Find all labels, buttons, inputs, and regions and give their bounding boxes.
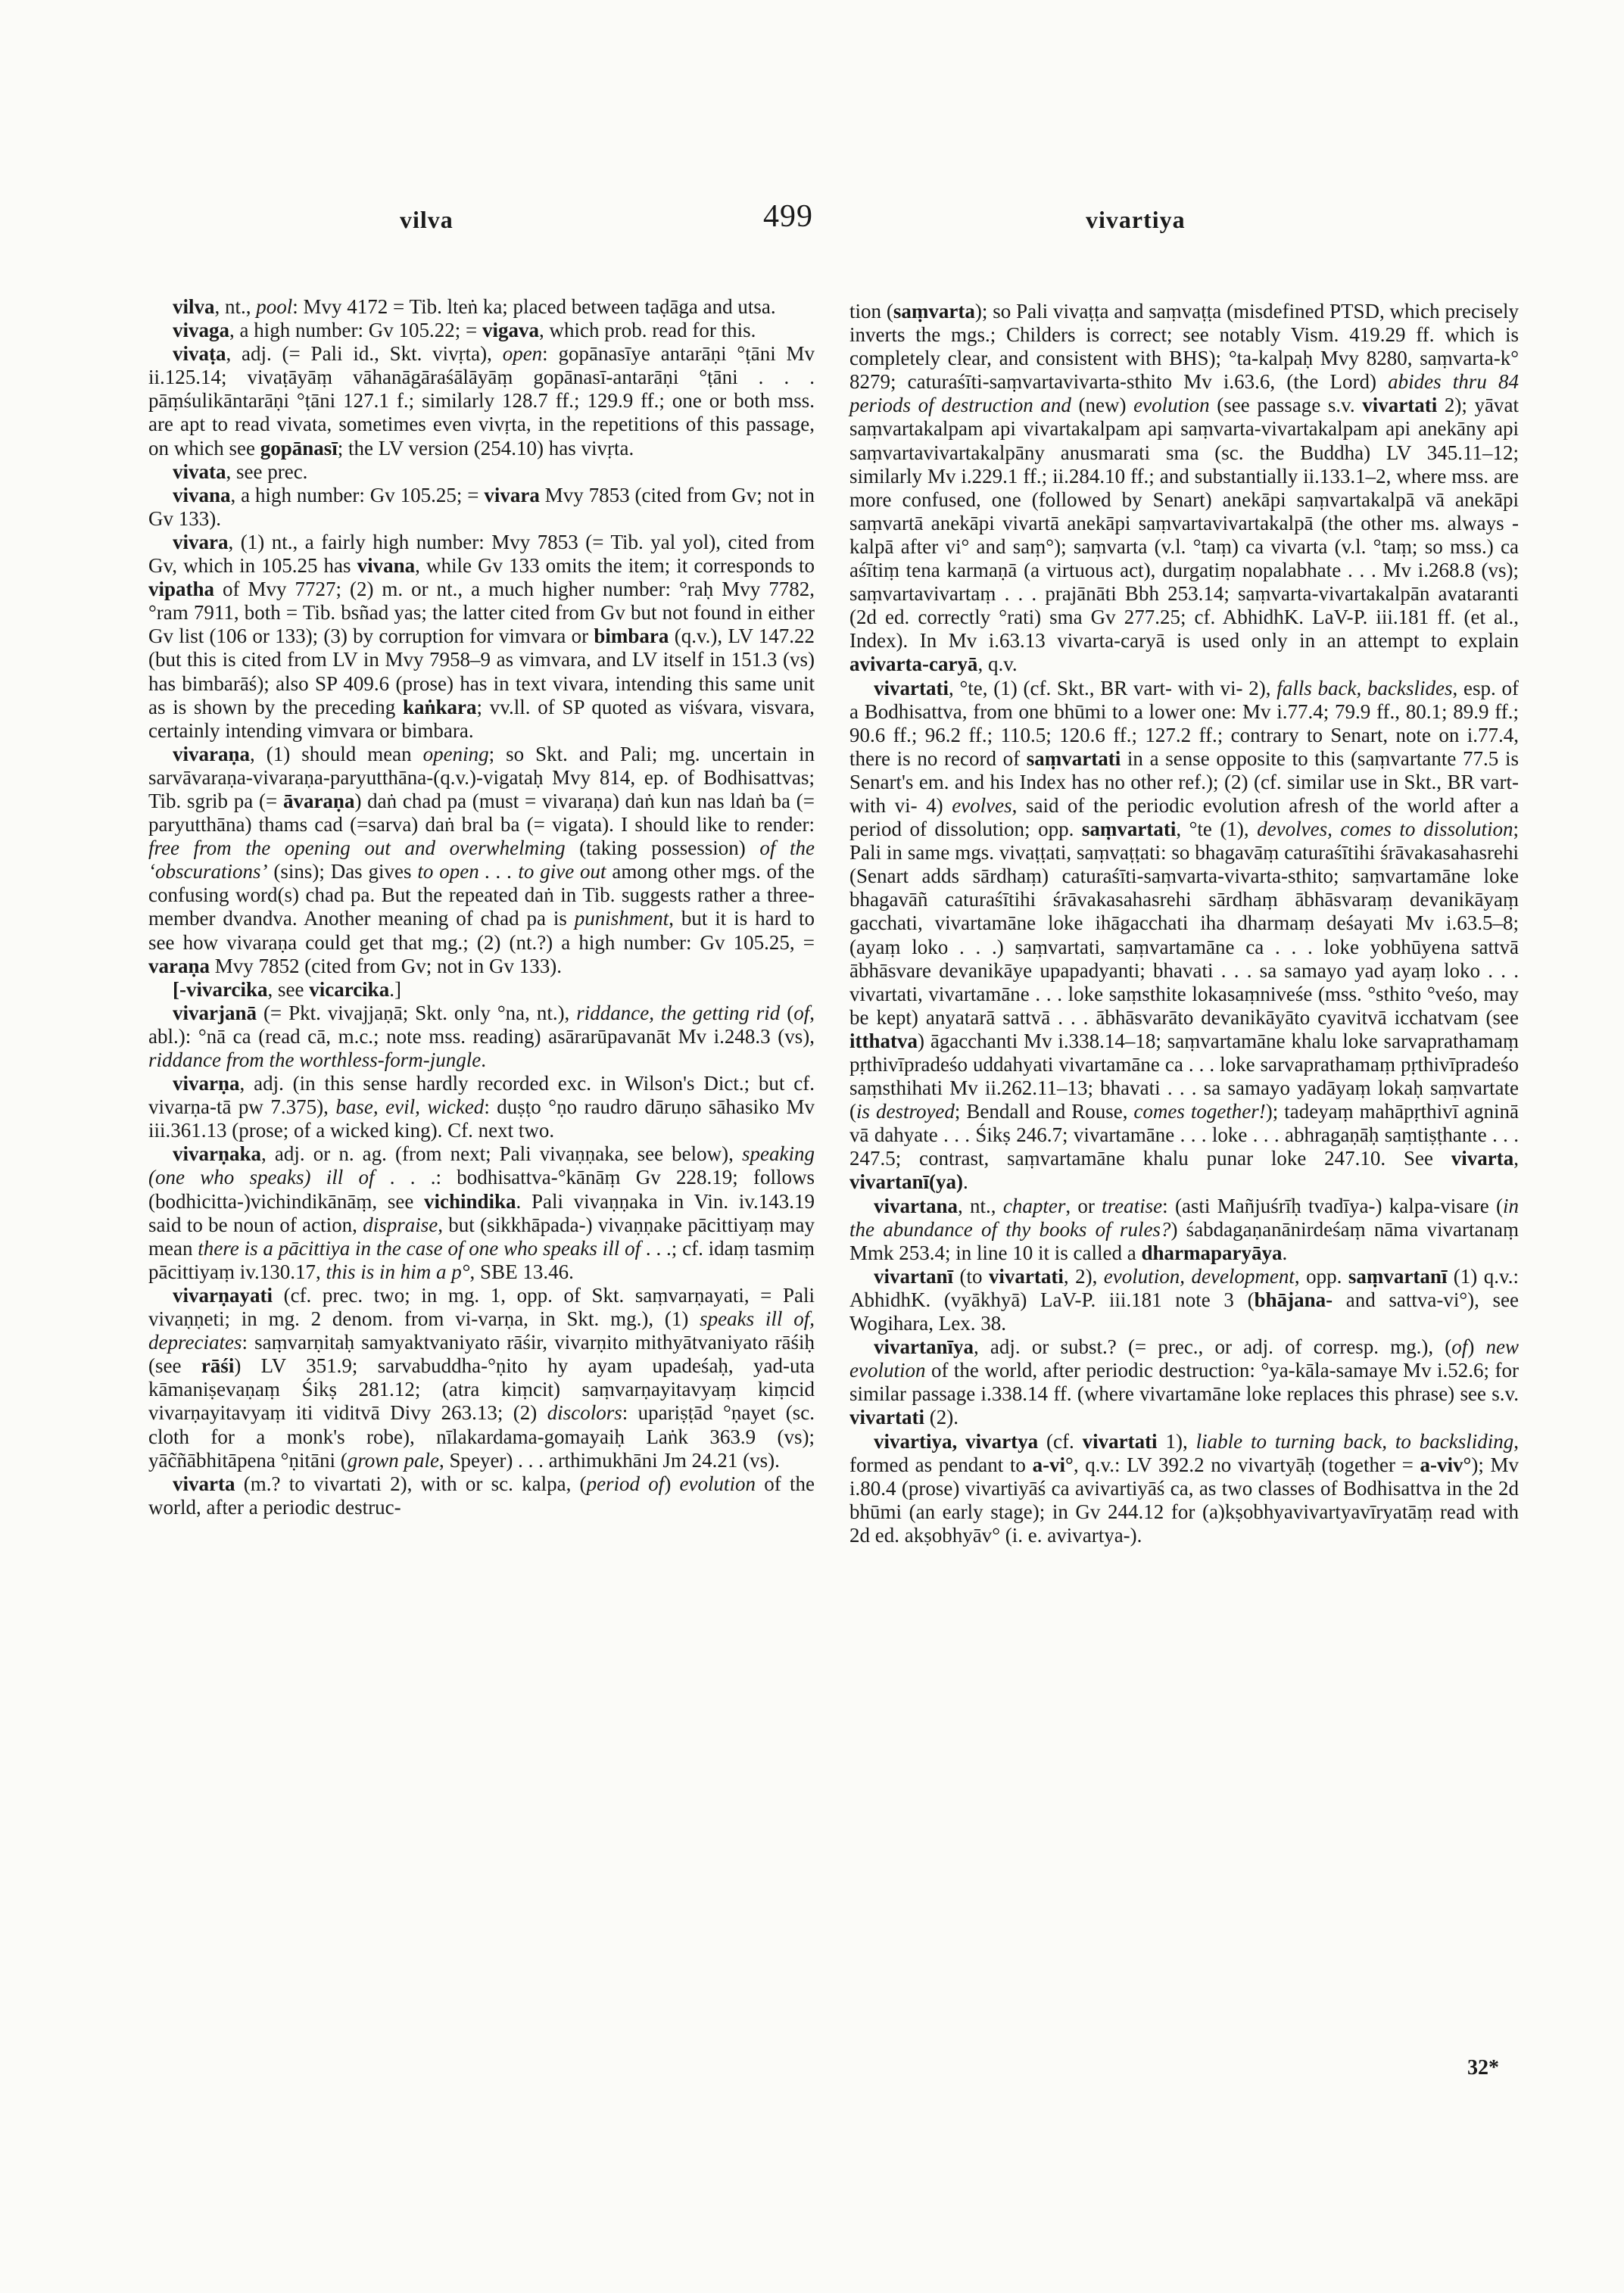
- headword: vivartati: [874, 676, 949, 699]
- headword: a-viv°: [1420, 1453, 1472, 1476]
- gloss: liable to turning back, to backsliding: [1195, 1429, 1514, 1453]
- headword: vivartati: [1082, 1429, 1158, 1453]
- entry-text: , nt.,: [958, 1194, 1003, 1217]
- headword: vivartanī(ya): [849, 1170, 963, 1194]
- dictionary-entry: [148, 342, 815, 460]
- entry-text: ): [664, 1472, 680, 1495]
- headword: vivana: [357, 554, 416, 578]
- entry-text: .: [962, 1170, 968, 1194]
- entry-text: and sattva-vi°), see Wogihara, Lex. 38.: [849, 1288, 1519, 1335]
- entry-text: , adj. (= Pali id., Skt. vivṛta),: [226, 342, 503, 366]
- entry-text: (= Pkt. vivajjaṇā; Skt. only °na, nt.),: [257, 1001, 577, 1024]
- entry-text: . . .; cf. idaṃ tasmiṃ pācittiyaṃ iv.130.17,: [148, 1236, 815, 1283]
- gloss: of: [793, 1001, 810, 1024]
- entry-text: Mvy 7852 (cited from Gv; not in Gv 133).: [210, 954, 562, 977]
- entry-text: (2).: [924, 1406, 959, 1429]
- entry-text: , said of the periodic evolution afresh of the world after a period of dissolution; opp.: [849, 793, 1519, 841]
- entry-text: (cf.: [1038, 1429, 1083, 1453]
- dictionary-entry: [148, 460, 815, 484]
- gloss: punishment: [574, 907, 669, 930]
- headword: saṃvartati: [1026, 746, 1121, 770]
- headword: saṃvarta: [893, 300, 975, 322]
- headword: vichindika: [423, 1189, 516, 1213]
- entry-text: .]: [389, 977, 401, 1001]
- headword: vivara: [173, 530, 229, 553]
- dictionary-entry: [148, 1072, 815, 1142]
- entry-text: (to: [953, 1264, 989, 1288]
- entry-text: of Mvy 7727; (2) m. or nt., a much higher number: °raḥ Mvy 7782, °ram 7911, both = Tib. bsñad yas; the latter cited from Gv but not found in either Gv list (106 or 133); (3) by corruption for vimvara or: [148, 578, 815, 648]
- gloss: of: [1451, 1335, 1468, 1359]
- headword: vivartati: [988, 1264, 1064, 1288]
- entry-text: , formed as pendant to: [849, 1429, 1519, 1476]
- headword: vivana: [173, 483, 231, 506]
- dictionary-entry: [849, 1335, 1519, 1429]
- gloss: devolves, comes to dissolution: [1257, 818, 1513, 841]
- entry-text: , °te, (1) (cf. Skt., BR vart- with vi- 2),: [948, 676, 1277, 699]
- headword: vivaga: [173, 319, 230, 342]
- entry-text: , a high number: Gv 105.25; =: [230, 483, 485, 506]
- entry-text: Mvy 7853 (cited from Gv; not in Gv 133).: [148, 483, 815, 530]
- headword: vivarṇa: [173, 1072, 240, 1095]
- gloss: evolution: [679, 1472, 756, 1495]
- entry-text: , (1) should mean: [250, 742, 423, 765]
- entry-text: of the world, after a periodic destruc-: [148, 1472, 815, 1519]
- entry-text: ); so Pali vivaṭṭa and saṃvaṭṭa (misdefined PTSD, which precisely inverts the mgs.; Childers is correct; see notably Vism. 419.29 ff. which is completely clear, and consistent with BHS); °ta-kalpaḥ Mvy 8280, saṃvarta-k° 8279; caturaśīti-saṃvartavivarta-sthito Mv i.63.6, (the Lord): [849, 300, 1519, 394]
- dictionary-entry: [849, 1265, 1519, 1335]
- gloss: comes together!: [1133, 1100, 1266, 1123]
- entry-text: .: [481, 1048, 486, 1071]
- entry-text: (taking possession): [565, 837, 760, 860]
- headword: vivartanīya: [874, 1335, 974, 1359]
- dictionary-entry: [849, 677, 1519, 1195]
- entry-text: (: [780, 1001, 794, 1024]
- gloss: chapter: [1002, 1194, 1066, 1217]
- entry-text: ; Bendall and Rouse,: [954, 1100, 1134, 1123]
- dictionary-entry: [148, 484, 815, 531]
- dictionary-entry: [849, 1430, 1519, 1547]
- entry-text: ; Pali in same mgs. vivaṭṭati, saṃvaṭṭati: so bhagavāṃ caturaśītihi śrāvakasahasrehi (Senart adds sārdhaṃ) caturaśīti-saṃvarta-vivarta-sthito; saṃvartamāne loke bhagavāñ caturaśītihi śrāvakasahasrehi sārdhaṃ ābhāsvaraṃ devanikāyaṃ gacchati, vivartamāne loke ihāgacchati iha dharmaṃ deśayati Mv i.63.5–8; (ayaṃ loko . . .) saṃvartati, saṃvartamāne ca . . . loke yobhūyena sattvā ābhāsvare devanikāye upapadyanti; bhavati . . . sa samayo yad ayaṃ loko . . . vivartati, vivartamāne . . . loke saṃsthite lokasaṃniveśe (mss. °sthito °veśo, may be kept) anyatarā sattvā . . . ābhāsvarāto devanikāyāto cyavitvā icchatvam (see: [849, 818, 1519, 1029]
- headword: vivaṭa: [173, 342, 226, 366]
- entry-text: , q.v.: [977, 653, 1018, 676]
- entry-text: , a high number: Gv 105.22; =: [229, 319, 482, 342]
- headword: bimbara: [594, 625, 669, 648]
- entry-text: , q.v.: LV 392.2 no vivartyāḥ (together =: [1073, 1453, 1420, 1476]
- entry-text: of the world, after periodic destruction: °ya-kāla-samaye Mv i.52.6; for similar passage i.338.14 ff. (where vivartamāne loke replaces this phrase) see s.v.: [849, 1359, 1519, 1406]
- entry-text: , see: [267, 977, 310, 1001]
- entry-text: , adj. or subst.? (= prec., or adj. of corresp. mg.), (: [974, 1335, 1452, 1359]
- entry-text: : saṃvarṇitaḥ samyaktvaniyato rāśir, vivarṇito mithyātvaniyato rāśiḥ (see: [148, 1331, 815, 1378]
- headword: vivartati: [1362, 394, 1438, 417]
- headword: vivarta: [1451, 1147, 1514, 1170]
- entry-text: , opp.: [1294, 1264, 1348, 1288]
- headword: vivartiya, vivartya: [874, 1429, 1039, 1453]
- gloss: open: [502, 342, 543, 366]
- headword: [-vivarcika: [173, 977, 268, 1001]
- headword: vicarcika: [309, 977, 390, 1001]
- headword: a-vi°: [1032, 1453, 1074, 1476]
- headword: saṃvartati: [1081, 818, 1177, 841]
- headword: vivarta: [173, 1472, 235, 1495]
- entry-text: , while Gv 133 omits the item; it corresponds to: [415, 554, 815, 578]
- entry-text: among other mgs. of the confusing word(s) chad pa. But the repeated daṅ in Tib. suggests rather a three-member dvandva. Another meaning of chad pa is: [148, 860, 815, 930]
- running-head-right: vivartiya: [1086, 206, 1186, 233]
- headword: vivartanī: [874, 1264, 953, 1288]
- page-number: 499: [763, 199, 813, 234]
- entry-text: tion (: [849, 300, 893, 322]
- headword: rāśi: [201, 1354, 235, 1378]
- headword: vilva: [173, 295, 215, 318]
- entry-text: : duṣṭo °ṇo raudro dāruṇo sāhasiko Mv iii.361.13 (prose; of a wicked king). Cf. next two.: [148, 1095, 815, 1142]
- entry-text: , but it is hard to see how vivaraṇa could get that mg.; (2) (nt.?) a high number: Gv 105.25, =: [148, 907, 815, 954]
- running-head-left: vilva: [400, 206, 454, 233]
- headword: saṃvartanī: [1348, 1264, 1448, 1288]
- gloss: in the abundance of thy books of rules?: [849, 1194, 1519, 1241]
- gloss: falls back, backslides: [1276, 676, 1453, 699]
- entry-text: , or: [1065, 1194, 1102, 1217]
- entry-text: , °te (1),: [1176, 818, 1258, 841]
- headword: vipatha: [148, 578, 215, 601]
- entry-text: (sins); Das gives: [267, 860, 418, 883]
- gloss: to open . . . to give out: [417, 860, 606, 883]
- entry-text: ; vv.ll. of SP quoted as viśvara, visvara, certainly intending vimvara or bimbara.: [148, 695, 815, 742]
- gloss: there is a pācittiya in the case of one who speaks ill of: [198, 1236, 641, 1260]
- gloss: of the ‘obscurations’: [148, 837, 815, 883]
- headword: vivartana: [874, 1194, 958, 1217]
- headword: vivaraṇa: [173, 742, 251, 765]
- entry-text: : gopānasīye antarāṇi °ṭāni Mv ii.125.14; vivaṭāyāṃ vāhanāgāraśālāyāṃ gopānasī-antarāṇi °ṭāni . . . pāṃśulikāntarāṇi °ṭāni 127.1 f.; similarly 128.7 ff.; 129.9 ff.; one or both mss. are apt to read vivata, sometimes even vivṛta, in the repetitions of this passage, on which see: [148, 342, 815, 460]
- dictionary-entry: [148, 1142, 815, 1284]
- gloss: treatise: [1102, 1194, 1163, 1217]
- gloss: free from the opening out and overwhelming: [148, 837, 566, 860]
- entry-text: , adj. (in this sense hardly recorded exc. in Wilson's Dict.; but cf. vivarṇa-tā pw 7.375),: [148, 1072, 815, 1119]
- dictionary-entry: [148, 319, 815, 342]
- gloss: riddance from the worthless-form-jungle: [148, 1048, 482, 1071]
- entry-text: , which prob. read for this.: [538, 319, 756, 342]
- headword: avivarta-caryā: [849, 653, 978, 676]
- entry-text: (1) q.v.: AbhidhK. (vyākhyā) LaV-P. iii.181 note 3 (: [849, 1264, 1519, 1311]
- gloss: period of: [586, 1472, 665, 1495]
- headword: bhājana-: [1254, 1288, 1333, 1311]
- gloss: riddance, the getting rid: [576, 1001, 781, 1024]
- gloss: dispraise: [363, 1213, 438, 1236]
- entry-text: , Speyer) . . . arthimukhāni Jm 24.21 (vs).: [438, 1448, 780, 1472]
- gloss: base, evil, wicked: [335, 1095, 485, 1119]
- dictionary-entry: [849, 1195, 1519, 1265]
- entry-text: : Mvy 4172 = Tib. lteṅ ka; placed between taḍāga and utsa.: [292, 295, 776, 318]
- entry-text: : upariṣṭād °ṇayet (sc. cloth for a monk's robe), nīlakardama-gomayaiḥ Laṅk 363.9 (vs); yāc̃ñābhitāpena °ṇitāni (: [148, 1401, 815, 1472]
- gloss: is destroyed: [856, 1100, 955, 1123]
- entry-text: (see passage s.v.: [1209, 394, 1363, 417]
- entry-text: ): [1467, 1335, 1486, 1359]
- gloss: grown pale: [347, 1448, 439, 1472]
- left-column: [148, 295, 815, 1519]
- headword: vivata: [173, 460, 226, 483]
- dictionary-entry: [148, 743, 815, 978]
- entry-text: ,: [1513, 1147, 1519, 1170]
- entry-text: ); Mv i.80.4 (prose) vivartiyāś ca avivartiyāś ca, as two classes of Bodhisattva in the 2d bhūmi (an early stage); in Gv 244.12 for (a)kṣobhyavivartyavīryatāṃ read with 2d ed. akṣobhyāv° (i. e. avivartya-).: [849, 1453, 1520, 1547]
- headword: vivarṇaka: [173, 1142, 262, 1166]
- gloss: evolution: [1133, 394, 1210, 417]
- gloss: pool: [256, 295, 293, 318]
- entry-text: , (1) nt., a fairly high number: Mvy 7853 (= Tib. yal yol), cited from Gv, which in 105.25 has: [148, 530, 815, 578]
- entry-text: , but (sikkhāpada-) vivaṇṇake pācittiyaṃ may mean: [148, 1213, 815, 1260]
- entry-text: , adj. or n. ag. (from next; Pali vivaṇṇaka, see below),: [261, 1142, 743, 1166]
- entry-text: ) āgacchanti Mv i.338.14–18; saṃvartamāne khalu loke sarvaprathamaṃ pṛthivīpradeśo uddahyati vivartamāne ca . . . loke sarvaprathamaṃ pṛthivīpradeśo saṃsthihati Mv ii.262.11–13; bhavati . . . sa samayo yadāyaṃ lokaḥ saṃvartate (: [849, 1029, 1519, 1123]
- entry-text: , nt.,: [214, 295, 257, 318]
- entry-text: , see prec.: [226, 460, 308, 483]
- gloss: evolution, development: [1103, 1264, 1295, 1288]
- entry-text: ) daṅ chad pa (must = vivaraṇa) daṅ kun nas ldaṅ ba (= paryutthāna) thams cad (=sarva) daṅ bral ba (= vigata). I should like to render:: [148, 789, 815, 837]
- headword: āvaraṇa: [282, 789, 355, 812]
- entry-text: .: [1282, 1241, 1288, 1264]
- entry-text: , SBE 13.46.: [469, 1260, 574, 1283]
- headword: vivarjanā: [173, 1001, 257, 1024]
- signature-mark: 32*: [1467, 2056, 1499, 2080]
- headword: kaṅkara: [402, 695, 477, 718]
- entry-text: (new): [1071, 394, 1134, 417]
- gloss: discolors: [547, 1401, 622, 1425]
- entry-text: (m.? to vivartati 2), with or sc. kalpa, (: [235, 1472, 587, 1495]
- dictionary-entry: [849, 300, 1519, 677]
- gloss: abides thru 84 periods of destruction and: [849, 370, 1519, 417]
- entry-text: ); tadeyaṃ mahāpṛthivī agninā vā dahyate . . . Śikṣ 246.7; vivartamāne . . . loke . . . abhragaṇāḥ saṃtiṣṭhante . . . 247.5; contrast, saṃvartamāne khalu punar loke 247.10. See: [849, 1100, 1519, 1170]
- dictionary-entry: [148, 295, 815, 319]
- gloss: speaks ill of, depreciates: [148, 1307, 815, 1354]
- entry-text: , 2),: [1063, 1264, 1104, 1288]
- entry-text: 1),: [1157, 1429, 1196, 1453]
- entry-text: ; so Skt. and Pali; mg. uncertain in sarvāvaraṇa-vivaraṇa-paryutthāna-(q.v.)-vigataḥ Mvy 814, ep. of Bodhisattvas; Tib. sgrib pa (=: [148, 742, 815, 812]
- gloss: speaking (one who speaks) ill of: [148, 1142, 815, 1189]
- gloss: this is in him a p°: [326, 1260, 470, 1283]
- entry-text: ; the LV version (254.10) has vivṛta.: [337, 436, 634, 460]
- entry-text: . . .: bodhisattva-°kānāṃ Gv 228.19; follows (bodhicitta-)vichindikānāṃ, see: [148, 1166, 815, 1213]
- headword: vigava: [482, 319, 539, 342]
- entry-text: 2); yāvat saṃvartakalpam api vivartakalpam api saṃvarta-vivartakalpam api anekāny api saṃvartavivartakalpāny anusmarati sma (sc. the Buddha) LV 345.11–12; similarly Mv i.229.1 ff.; ii.284.10 ff.; and substantially ii.133.1–2, where mss. are more confused, one (followed by Senart) anekāpi saṃvartakalpā vā anekāpi saṃvartā anekāpi vivartā anekāpi saṃvartavivartakalpā (the other ms. always -kalpā after vi° and saṃ°); saṃvarta (v.l. °taṃ) ca vivarta (v.l. °taṃ; so mss.) ca aśītiṃ tena karmaṇā (a virtuous act), durgatiṃ nopalabhate . . . Mv i.268.8 (vs); saṃvartavivartaṃ . . . prajānāti Bbh 253.14; saṃvarta-vivartakalpān avataranti (2d ed. correctly °rati) sma Gv 277.25; cf. AbhidhK. LaV-P. iii.181 ff. (et al., Index). In Mv i.63.13 vivarta-caryā is used only in an attempt to explain: [849, 394, 1519, 653]
- entry-text: ) śabdagaṇanānirdeśaṃ nāma vivartanaṃ Mmk 253.4; in line 10 it is called a: [849, 1217, 1519, 1264]
- headword: dharmaparyāya: [1141, 1241, 1283, 1264]
- headword: itthatva: [849, 1029, 918, 1052]
- headword: vivara: [484, 483, 540, 506]
- entry-text: (q.v.), LV 147.22 (but this is cited from LV in Mvy 7958–9 as vimvara, and LV itself in 151.3 (vs) has bimbarāś); also SP 409.6 (prose) has in text vivara, intending this same unit as is shown by the preceding: [148, 625, 815, 718]
- headword: vivarṇayati: [173, 1283, 273, 1307]
- dictionary-entry: [148, 1002, 815, 1072]
- headword: gopānasī: [260, 436, 338, 460]
- entry-text: , abl.): °nā ca (read cā, m.c.; note mss. reading) asārarūpavanāt Mv i.248.3 (vs),: [148, 1001, 815, 1048]
- dictionary-entry: [148, 1284, 815, 1472]
- dictionary-entry: [148, 978, 815, 1002]
- entry-text: . Pali vivaṇṇaka in Vin. iv.143.19 said to be noun of action,: [148, 1189, 815, 1236]
- headword: varaṇa: [148, 954, 210, 977]
- right-column: [849, 300, 1519, 1547]
- headword: vivartati: [849, 1406, 924, 1429]
- gloss: evolves: [952, 793, 1012, 817]
- gloss: new evolution: [849, 1335, 1519, 1382]
- entry-text: in a sense opposite to this (saṃvartante 77.5 is Senart's em. and his Index has no other ref.); (2) (cf. similar use in Skt., BR vart- with vi- 4): [849, 746, 1519, 817]
- entry-text: : (asti Mañjuśrīḥ tvadīya-) kalpa-visare (: [1162, 1194, 1503, 1217]
- entry-text: (cf. prec. two; in mg. 1, opp. of Skt. saṃvarṇayati, = Pali vivaṇṇeti; in mg. 2 denom. from vi-varṇa, in Skt. mg.), (1): [148, 1283, 815, 1331]
- entry-text: , esp. of a Bodhisattva, from one bhūmi to a lower one: Mv i.77.4; 79.9 ff., 80.1; 89.9 ff.; 90.6 ff.; 96.2 ff.; 110.5; 120.6 ff.; 127.2 ff.; contrary to Senart, note on i.77.4, there is no record of: [849, 676, 1519, 770]
- dictionary-entry: [148, 1472, 815, 1519]
- dictionary-entry: [148, 531, 815, 743]
- entry-text: ) LV 351.9; sarvabuddha-°ṇito hy ayam upadeśaḥ, yad-uta kāmaniṣevaṇaṃ Śikṣ 281.12; (atra kiṃcit) saṃvarṇayitavyaṃ kiṃcid vivarṇayitavyaṃ iti viditvā Divy 263.13; (2): [148, 1354, 815, 1425]
- gloss: opening: [422, 742, 489, 765]
